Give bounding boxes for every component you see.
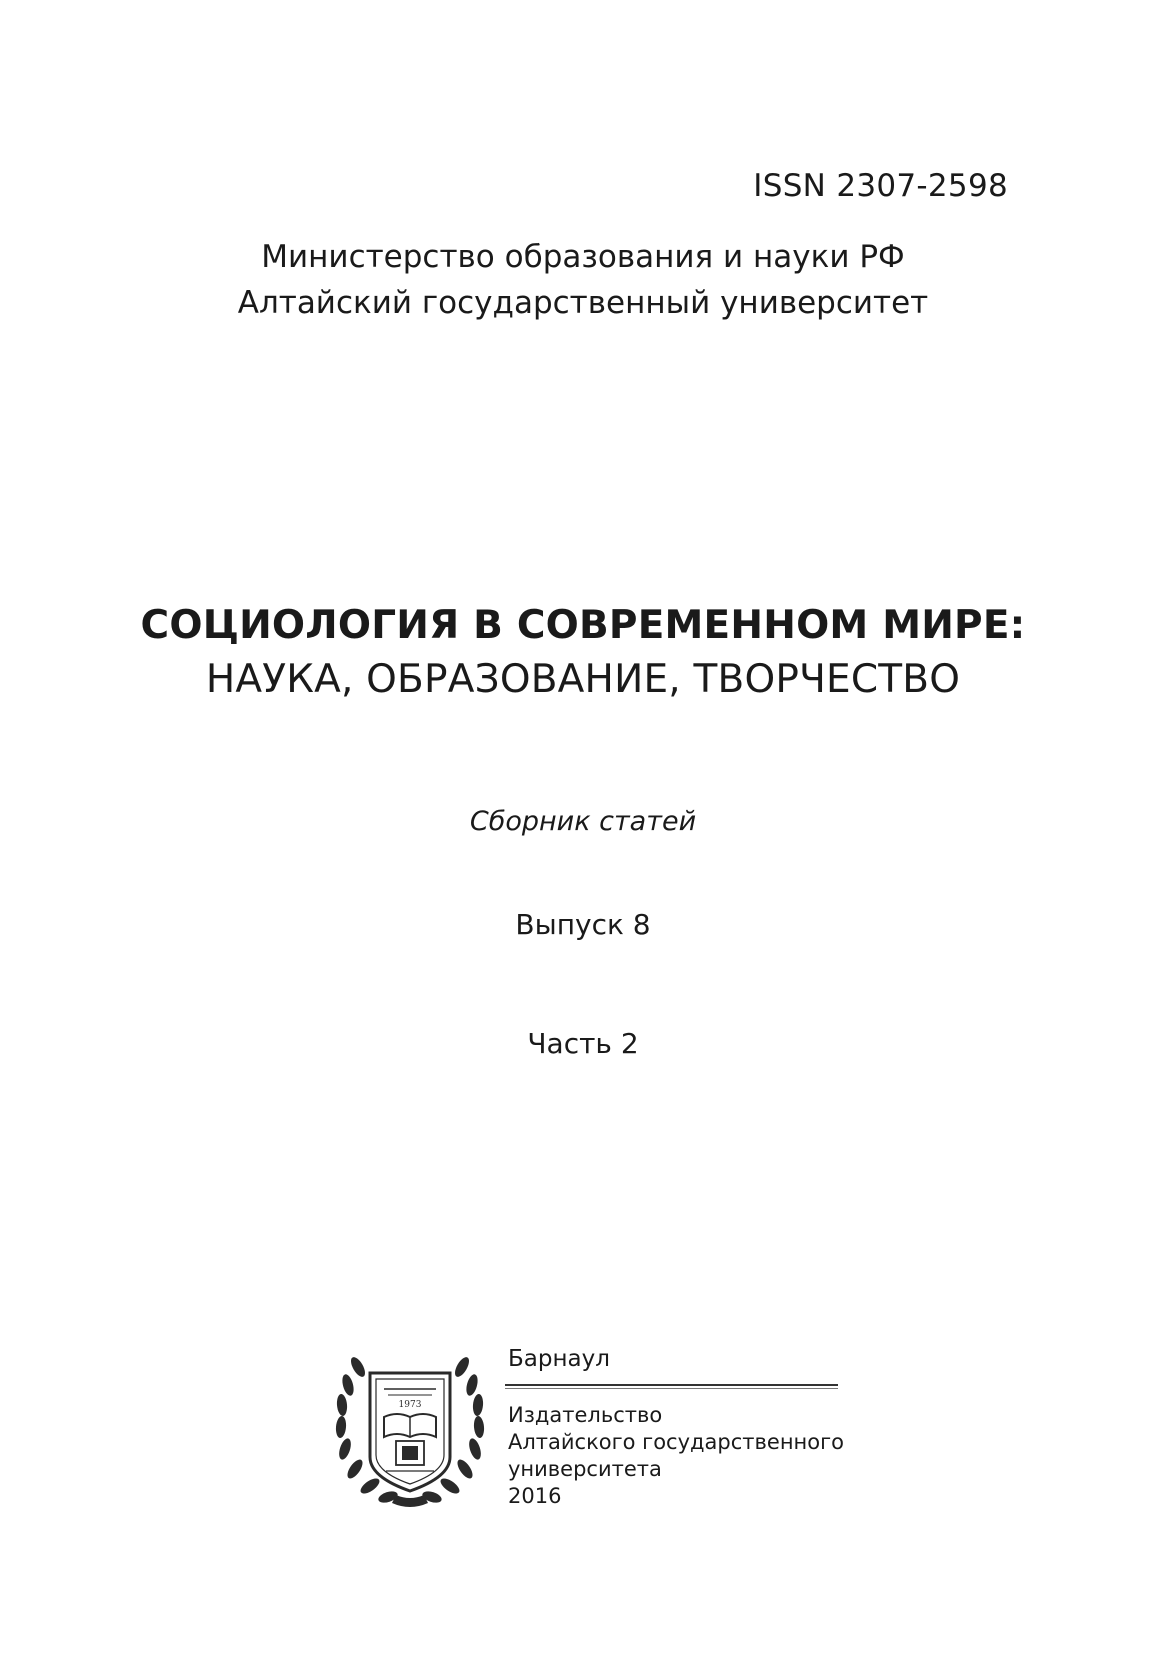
issn-number: ISSN 2307-2598 (753, 168, 1008, 204)
imprint-divider (505, 1384, 838, 1389)
book-title (0, 600, 1166, 708)
university-name: Алтайский государственный университет (237, 285, 929, 321)
university-seal-icon (330, 1345, 490, 1513)
publisher-info (508, 1402, 844, 1510)
svg-text:1973: 1973 (398, 1400, 422, 1410)
ministry-name: Министерство образования и науки РФ (261, 239, 905, 275)
organization-header (0, 234, 1166, 326)
collection-type: Сборник статей (469, 806, 697, 837)
part-number: Часть 2 (527, 1027, 639, 1060)
publication-city: Барнаул (508, 1346, 610, 1372)
publisher-line-2: Алтайского государственного (508, 1430, 845, 1454)
issue-number: Выпуск 8 (515, 908, 651, 941)
title-main: СОЦИОЛОГИЯ В СОВРЕМЕННОМ МИРЕ: (140, 603, 1026, 648)
publication-year: 2016 (508, 1484, 562, 1508)
publisher-line-1: Издательство (508, 1403, 663, 1427)
publisher-line-3: университета (508, 1457, 662, 1481)
title-subtitle: НАУКА, ОБРАЗОВАНИЕ, ТВОРЧЕСТВО (205, 657, 961, 702)
